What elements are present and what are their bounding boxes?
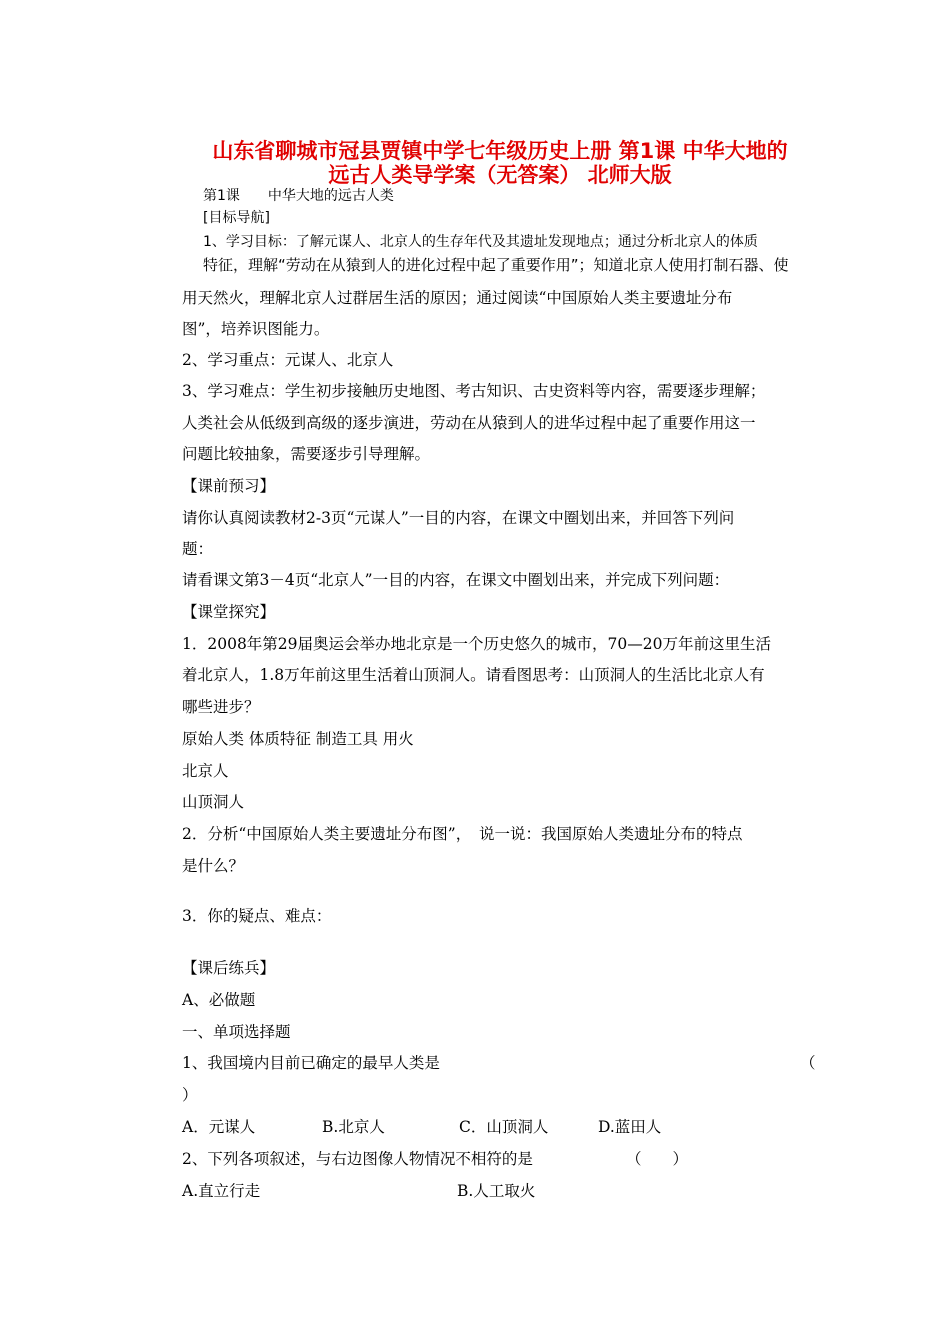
practice-q2-option-b: B.人工取火 bbox=[457, 1182, 536, 1200]
practice-q1-paren-open: （ bbox=[800, 1054, 816, 1072]
key-points: 2、学习重点：元谋人、北京人 bbox=[182, 351, 394, 369]
document-title-line-1: 山东省聊城市冠县贾镇中学七年级历史上册 第1课 中华大地的 bbox=[212, 139, 788, 163]
difficulties-line-1: 3、学习难点：学生初步接触历史地图、考古知识、古史资料等内容，需要逐步理解； bbox=[182, 382, 766, 400]
explore-q1-line-1: 1．2008年第29届奥运会举办地北京是一个历史悠久的城市，70—20万年前这里生活 bbox=[182, 635, 771, 653]
comparison-row-beijing-man: 北京人 bbox=[182, 762, 229, 780]
practice-q1-text: 1、我国境内目前已确定的最早人类是 bbox=[182, 1054, 440, 1072]
comparison-table-header: 原始人类 体质特征 制造工具 用火 bbox=[182, 730, 414, 748]
practice-q1-paren-close: ） bbox=[182, 1086, 198, 1104]
practice-q2-option-a: A.直立行走 bbox=[182, 1182, 261, 1200]
objectives-line-3: 用天然火，理解北京人过群居生活的原因；通过阅读“中国原始人类主要遗址分布 bbox=[182, 289, 733, 307]
practice-section-a: A、必做题 bbox=[182, 991, 256, 1009]
preview-line-3: 请看课文第3－4页“北京人”一目的内容，在课文中圈划出来，并完成下列问题： bbox=[182, 571, 730, 589]
preview-line-2: 题： bbox=[182, 540, 214, 558]
explore-heading: 【课堂探究】 bbox=[182, 603, 276, 621]
practice-q2-text: 2、下列各项叙述，与右边图像人物情况不相符的是 bbox=[182, 1150, 533, 1168]
practice-q1-option-b: B.北京人 bbox=[322, 1118, 385, 1136]
explore-q1-line-2: 着北京人，1.8万年前这里生活着山顶洞人。请看图思考：山顶洞人的生活比北京人有 bbox=[182, 666, 765, 684]
explore-q2-line-1: 2．分析“中国原始人类主要遗址分布图”， 说一说：我国原始人类遗址分布的特点 bbox=[182, 825, 743, 843]
practice-q1-option-c: C．山顶洞人 bbox=[459, 1118, 549, 1136]
comparison-row-upper-cave-man: 山顶洞人 bbox=[182, 793, 245, 811]
practice-section-1: 一、单项选择题 bbox=[182, 1023, 291, 1041]
practice-q1-option-d: D.蓝田人 bbox=[598, 1118, 662, 1136]
difficulties-line-3: 问题比较抽象，需要逐步引导理解。 bbox=[182, 445, 431, 463]
explore-q2-line-2: 是什么？ bbox=[182, 857, 245, 875]
nav-heading: [目标导航] bbox=[203, 210, 270, 226]
preview-heading: 【课前预习】 bbox=[182, 477, 276, 495]
lesson-heading: 第1课 中华大地的远古人类 bbox=[203, 188, 394, 204]
explore-q3: 3．你的疑点、难点： bbox=[182, 907, 332, 925]
preview-line-1: 请你认真阅读教材2-3页“元谋人”一目的内容，在课文中圈划出来，并回答下列问 bbox=[182, 509, 735, 527]
practice-q2-paren: （ ） bbox=[626, 1150, 689, 1168]
practice-q1-option-a: A．元谋人 bbox=[182, 1118, 256, 1136]
difficulties-line-2: 人类社会从低级到高级的逐步演进，劳动在从猿到人的进华过程中起了重要作用这一 bbox=[182, 414, 756, 432]
objectives-line-4: 图”，培养识图能力。 bbox=[182, 320, 330, 338]
objectives-line-2: 特征，理解“劳动在从猿到人的进化过程中起了重要作用”；知道北京人使用打制石器、使 bbox=[203, 256, 789, 274]
practice-heading: 【课后练兵】 bbox=[182, 959, 276, 977]
explore-q1-line-3: 哪些进步？ bbox=[182, 698, 260, 716]
objectives-line-1: 1、学习目标：了解元谋人、北京人的生存年代及其遗址发现地点；通过分析北京人的体质 bbox=[203, 234, 758, 250]
document-title-line-2: 远古人类导学案（无答案） 北师大版 bbox=[328, 163, 672, 187]
